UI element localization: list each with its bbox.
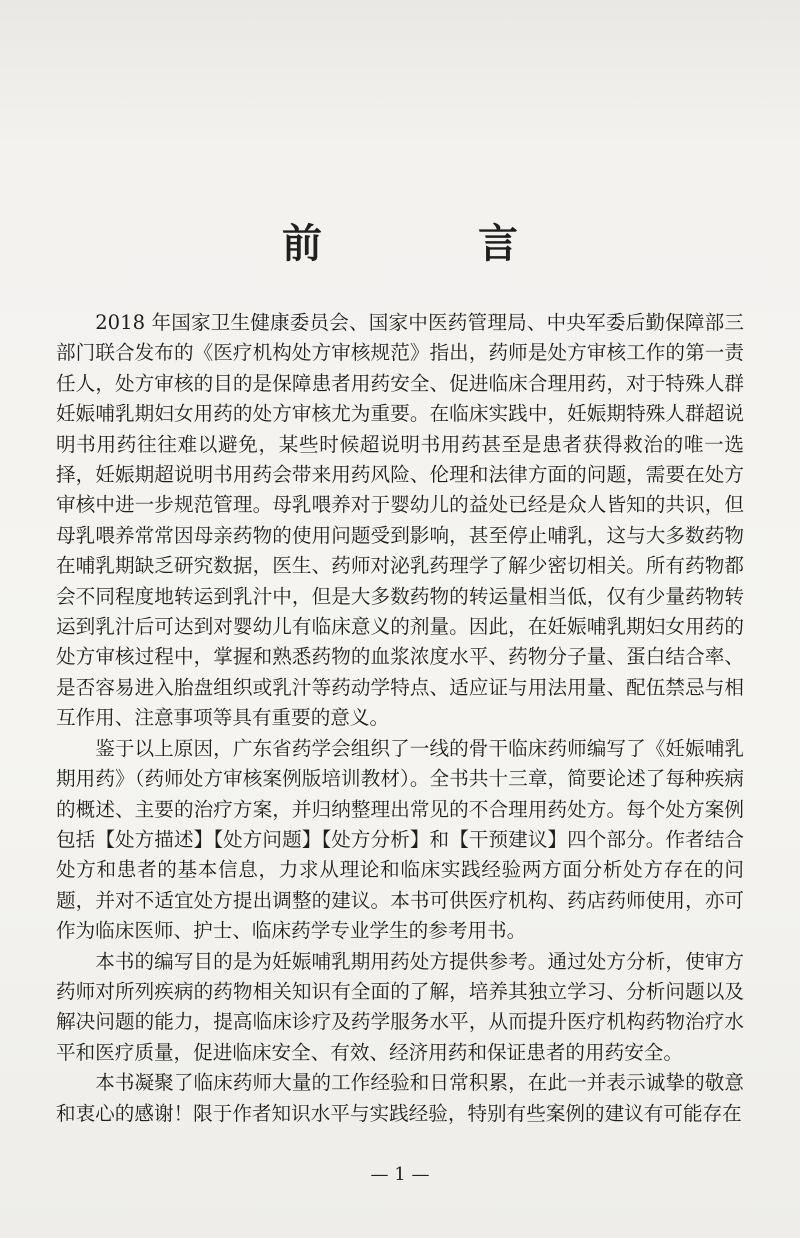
paragraph-4: 本书凝聚了临床药师大量的工作经验和日常积累，在此一并表示诚挚的敬意和衷心的感谢！限于作者知识水平与实践经验，特别有些案例的建议有可能存在	[56, 1071, 744, 1125]
page-title: 前 言	[282, 221, 576, 267]
paragraph-1: 2018 年国家卫生健康委员会、国家中医药管理局、中央军委后勤保障部三部门联合发布的《医疗机构处方审核规范》指出，药师是处方审核工作的第一责任人，处方审核的目的是保障患者用药安全、促进临床合理用药，对于特殊人群妊娠哺乳期妇女用药的处方审核尤为重要。在临床实践中，妊娠期特殊人群超说明书用药往往难以避免，某些时候超说明书用药甚至是患者获得救治的唯一选择，妊娠期超说明书用药会带来用药风险、伦理和法律方面的问题，需要在处方审核中进一步规范管理。母乳喂养对于婴幼儿的益处已经是众人皆知的共识，但母乳喂养常常因母亲药物的使用问题受到影响，甚至停止哺乳，这与大多数药物在哺乳期缺乏研究数据，医生、药师对泌乳药理学了解少密切相关。所有药物都会不同程度地转运到乳汁中，但是大多数药物的转运量相当低，仅有少量药物转运到乳汁后可达到对婴幼儿有临床意义的剂量。因此，在妊娠哺乳期妇女用药的处方审核过程中，掌握和熟悉药物的血浆浓度水平、药物分子量、蛋白结合率、是否容易进入胎盘组织或乳汁等药动学特点、适应证与用法用量、配伍禁忌与相互作用、注意事项等具有重要的意义。	[56, 311, 744, 730]
show-through-text	[60, 128, 519, 153]
paragraph-2: 鉴于以上原因，广东省药学会组织了一线的骨干临床药师编写了《妊娠哺乳期用药》（药师处方审核案例版培训教材）。全书共十三章，简要论述了每种疾病的概述、主要的治疗方案，并归纳整理出常见的不合理用药处方。每个处方案例包括【处方描述】【处方问题】【处方分析】和【干预建议】四个部分。作者结合处方和患者的基本信息，力求从理论和临床实践经验两方面分析处方存在的问题，并对不适宜处方提出调整的建议。本书可供医疗机构、药店药师使用，亦可作为临床医师、护士、临床药学专业学生的参考用书。	[56, 736, 744, 943]
body-text	[56, 308, 744, 1129]
paragraph-3: 本书的编写目的是为妊娠哺乳期用药处方提供参考。通过处方分析，使审方药师对所列疾病的药物相关知识有全面的了解，培养其独立学习、分析问题以及解决问题的能力，提高临床诊疗及药学服务水平，从而提升医疗机构药物治疗水平和医疗质量，促进临床安全、有效、经济用药和保证患者的用药安全。	[56, 949, 744, 1064]
page-number: — 1 —	[370, 1164, 430, 1185]
